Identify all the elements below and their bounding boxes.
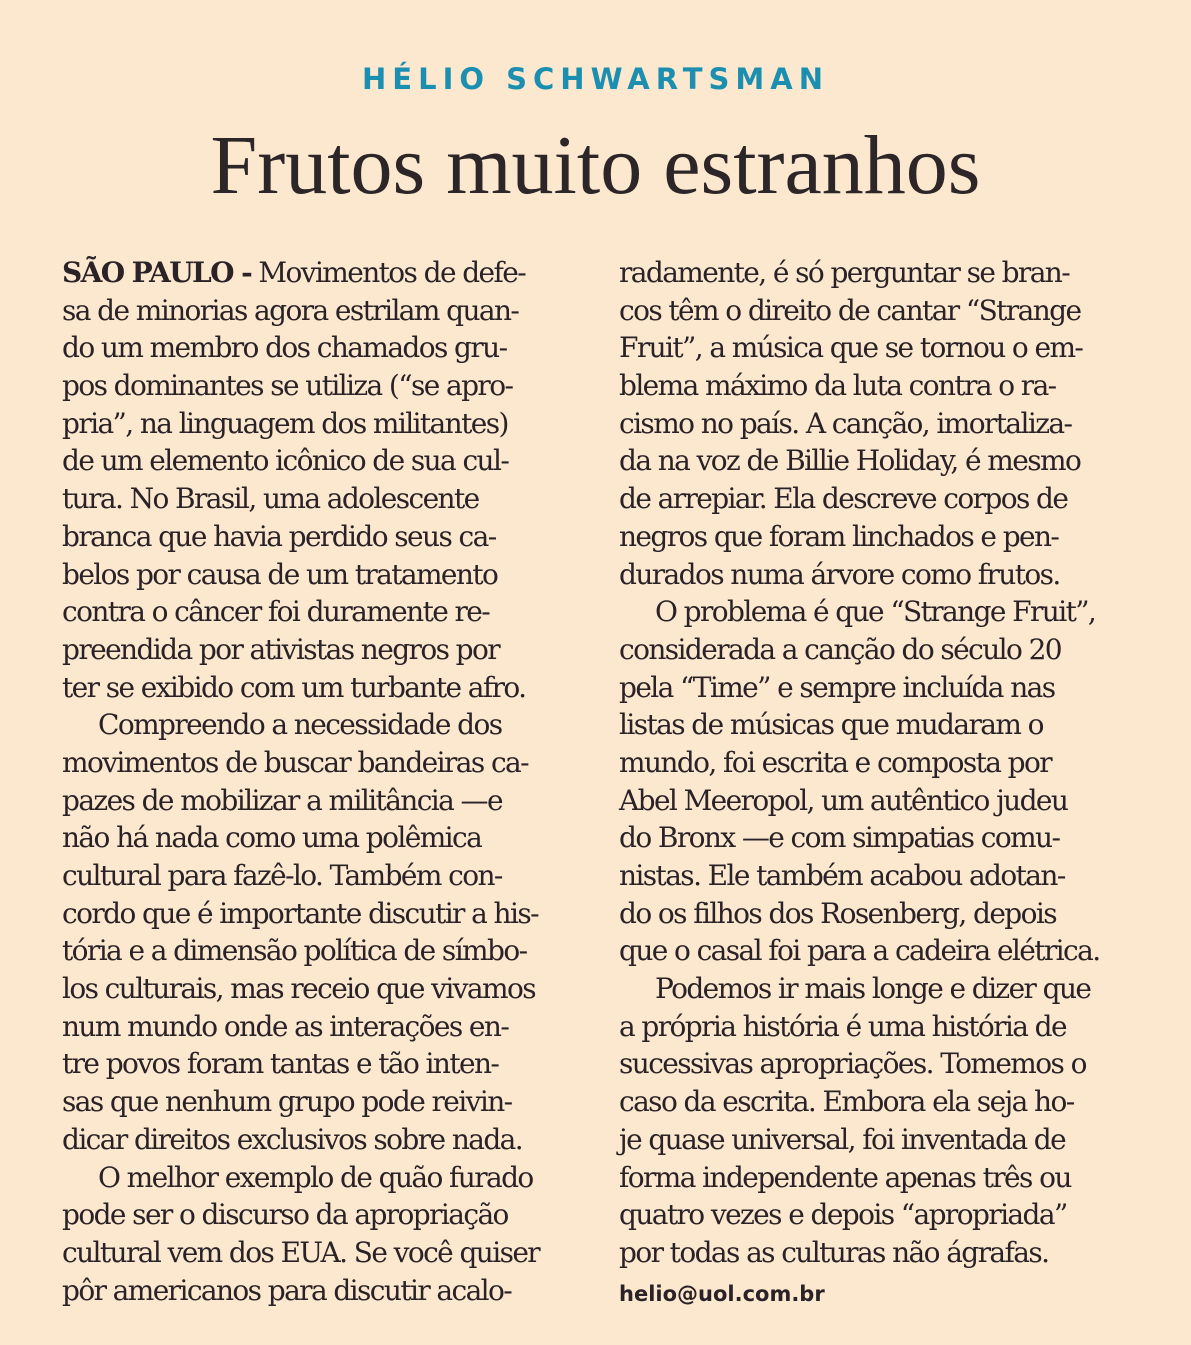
- text-line-content: nistas. Ele também acabou adotan-: [619, 859, 1065, 892]
- text-line-content: de arrepiar. Ela descreve corpos de: [619, 482, 1068, 516]
- text-line-content: Podemos ir mais longe e dizer que: [655, 972, 1091, 1006]
- text-line-content: tória e a dimensão política de símbo-: [62, 934, 527, 968]
- text-line: [619, 857, 1137, 895]
- text-line: [619, 593, 1137, 631]
- text-line-content: do os filhos dos Rosenberg, depois: [619, 896, 1057, 930]
- text-line-content: por todas as culturas não ágrafas.: [619, 1235, 1049, 1269]
- text-line-content: movimentos de buscar bandeiras ca-: [62, 745, 528, 779]
- article-column-left: [62, 254, 580, 1309]
- text-line: [619, 1159, 1137, 1197]
- text-line: [62, 706, 580, 744]
- text-line-content: los culturais, mas receio que vivamos: [62, 972, 535, 1006]
- text-line-content: dicar direitos exclusivos sobre nada.: [62, 1122, 523, 1156]
- text-line: [619, 367, 1137, 405]
- text-line: [619, 556, 1137, 594]
- text-line: [62, 1121, 580, 1159]
- text-line: [62, 895, 580, 933]
- text-line-content: pos dominantes se utiliza (“se apro-: [62, 369, 513, 403]
- text-line-content: ter se exibido com um turbante afro.: [62, 670, 526, 704]
- text-line: [62, 631, 580, 669]
- text-line: [62, 1196, 580, 1234]
- text-line-content: preendida por ativistas negros por: [62, 632, 500, 666]
- text-line-content: branca que havia perdido seus ca-: [62, 519, 496, 553]
- text-line-content: de um elemento icônico de sua cul-: [62, 444, 509, 478]
- text-line-content: quatro vezes e depois “apropriada”: [619, 1198, 1067, 1232]
- text-line-content: Fruit”, a música que se tornou o em-: [619, 331, 1083, 365]
- text-line: [619, 480, 1137, 518]
- text-line-content: belos por causa de um tratamento: [62, 557, 498, 591]
- text-line-content: do um membro dos chamados gru-: [62, 331, 507, 365]
- text-line-content: je quase universal, foi inventada de: [619, 1122, 1066, 1156]
- text-line: [619, 1234, 1137, 1272]
- article-column-right: [619, 254, 1137, 1313]
- text-line: [619, 782, 1137, 820]
- text-line: [619, 1008, 1137, 1046]
- text-line: [62, 1083, 580, 1121]
- text-line-content: Movimentos de defe-: [251, 256, 526, 289]
- text-line-content: radamente, é só perguntar se bran-: [619, 256, 1070, 289]
- text-line-content: tre povos foram tantas e tão inten-: [62, 1047, 499, 1081]
- text-line-content: caso da escrita. Embora ela seja ho-: [619, 1085, 1074, 1119]
- text-line-content: sa de minorias agora estrilam quan-: [62, 293, 519, 327]
- text-line: [62, 1045, 580, 1083]
- text-line-content: que o casal foi para a cadeira elétrica.: [619, 934, 1100, 968]
- text-line-content: tura. No Brasil, uma adolescente: [62, 482, 479, 516]
- text-line-content: considerada a canção do século 20: [619, 632, 1061, 666]
- text-line: [619, 405, 1137, 443]
- text-line: [62, 1159, 580, 1197]
- text-line-content: pazes de mobilizar a militância —e: [62, 783, 502, 817]
- headline: Frutos muito estranhos: [210, 119, 981, 212]
- text-line-content: cordo que é importante discutir a his-: [62, 896, 538, 930]
- author-byline: HÉLIO SCHWARTSMAN: [362, 62, 829, 96]
- text-line-content: O problema é que “Strange Fruit”,: [655, 595, 1096, 629]
- text-line: [62, 405, 580, 443]
- text-line-content: forma independente apenas três ou: [619, 1160, 1071, 1194]
- text-line-content: num mundo onde as interações en-: [62, 1009, 509, 1043]
- text-line: [619, 254, 1137, 292]
- text-line-content: pode ser o discurso da apropriação: [62, 1198, 508, 1232]
- text-line-content: Abel Meeropol, um autêntico judeu: [619, 783, 1068, 817]
- text-line: [619, 292, 1137, 330]
- text-line-content: cultural vem dos EUA. Se você quiser: [62, 1235, 540, 1269]
- text-line: [619, 631, 1137, 669]
- text-line: [62, 1008, 580, 1046]
- text-line-content: negros que foram linchados e pen-: [619, 519, 1059, 553]
- text-line: [619, 1083, 1137, 1121]
- text-line: [62, 367, 580, 405]
- text-line-content: pria”, na linguagem dos militantes): [62, 406, 508, 440]
- text-line-content: O melhor exemplo de quão furado: [98, 1160, 533, 1194]
- text-line: [62, 744, 580, 782]
- text-line: [62, 556, 580, 594]
- text-line-content: a própria história é uma história de: [619, 1009, 1066, 1043]
- text-line-content: mundo, foi escrita e composta por: [619, 745, 1052, 779]
- text-line-content: durados numa árvore como frutos.: [619, 557, 1060, 591]
- text-line: [619, 932, 1137, 970]
- text-line-content: pela “Time” e sempre incluída nas: [619, 670, 1055, 704]
- text-line: [62, 480, 580, 518]
- text-line: [62, 932, 580, 970]
- text-line-content: listas de músicas que mudaram o: [619, 708, 1043, 742]
- text-line: [62, 1272, 580, 1310]
- text-line-content: cultural para fazê-lo. Também con-: [62, 859, 502, 892]
- text-line: [619, 1121, 1137, 1159]
- dateline: SÃO PAULO -: [62, 256, 252, 289]
- text-line: [619, 329, 1137, 367]
- text-line: [619, 819, 1137, 857]
- text-line-content: contra o câncer foi duramente re-: [62, 595, 490, 629]
- text-line: [62, 1234, 580, 1272]
- text-line-content: blema máximo da luta contra o ra-: [619, 369, 1056, 403]
- text-line: [62, 329, 580, 367]
- text-line: [62, 669, 580, 707]
- text-line: [619, 895, 1137, 933]
- text-line: [619, 1045, 1137, 1083]
- text-line-content: sucessivas apropriações. Tomemos o: [619, 1047, 1086, 1081]
- text-line: [619, 1196, 1137, 1234]
- text-line: [62, 254, 580, 292]
- text-line-content: cos têm o direito de cantar “Strange: [619, 293, 1081, 327]
- text-line-content: do Bronx —e com simpatias comu-: [619, 821, 1060, 855]
- text-line: [62, 819, 580, 857]
- text-line: [619, 518, 1137, 556]
- text-line: [619, 970, 1137, 1008]
- text-line: [619, 744, 1137, 782]
- author-email: helio@uol.com.br: [619, 1281, 825, 1306]
- text-line: [62, 970, 580, 1008]
- text-line: [619, 706, 1137, 744]
- text-line: [62, 518, 580, 556]
- text-line-content: pôr americanos para discutir acalo-: [62, 1273, 512, 1307]
- text-line: [62, 593, 580, 631]
- text-line: [62, 782, 580, 820]
- text-line: [62, 442, 580, 480]
- text-line-content: da na voz de Billie Holiday, é mesmo: [619, 444, 1081, 478]
- text-line: [62, 857, 580, 895]
- text-line: [619, 442, 1137, 480]
- text-line-content: cismo no país. A canção, imortaliza-: [619, 406, 1072, 440]
- text-line-content: sas que nenhum grupo pode reivin-: [62, 1085, 512, 1119]
- text-line-content: não há nada como uma polêmica: [62, 821, 482, 855]
- text-line-content: Compreendo a necessidade dos: [98, 708, 502, 742]
- text-line: [619, 669, 1137, 707]
- text-line: [62, 292, 580, 330]
